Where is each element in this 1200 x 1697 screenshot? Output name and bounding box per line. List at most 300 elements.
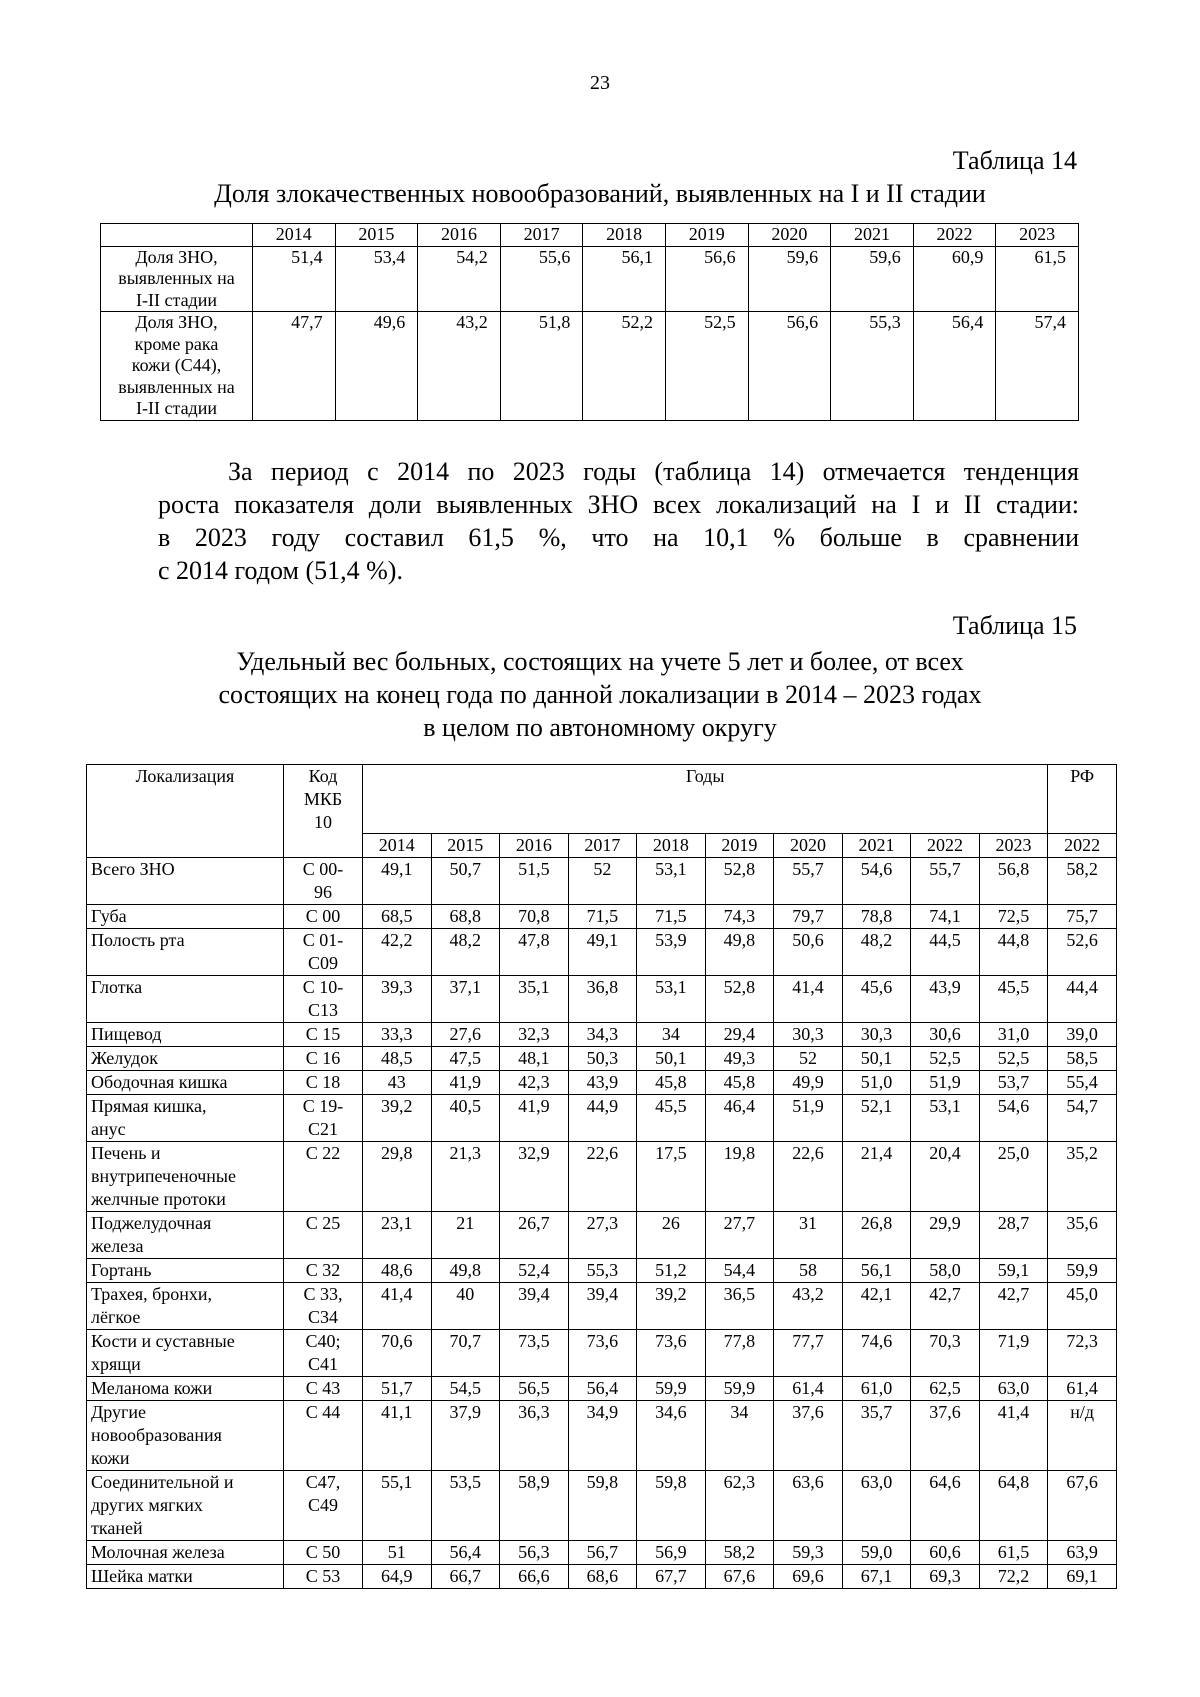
value-cell: 69,6 <box>774 1565 843 1589</box>
value-cell: 35,7 <box>842 1401 911 1471</box>
value-cell: 42,7 <box>911 1283 980 1330</box>
table15 <box>86 764 1117 1589</box>
table-row <box>101 246 1079 312</box>
cell-line: хрящи <box>91 1354 141 1374</box>
year-header-cell: 2016 <box>418 224 501 247</box>
value-cell: 37,1 <box>431 976 500 1023</box>
localization-cell <box>87 1377 284 1401</box>
value-cell: 29,8 <box>363 1142 432 1212</box>
value-cell: 63,0 <box>842 1471 911 1541</box>
value-cell: 58,9 <box>500 1471 569 1541</box>
cell-line: С 10- <box>302 977 344 997</box>
value-cell: 49,9 <box>774 1071 843 1095</box>
value-cell: 46,4 <box>705 1095 774 1142</box>
value-cell: 49,3 <box>705 1047 774 1071</box>
value-cell: 23,1 <box>363 1212 432 1259</box>
table14-corner-cell <box>101 224 253 247</box>
cell-line: С09 <box>307 953 338 973</box>
value-cell: 37,6 <box>911 1401 980 1471</box>
cell-line: Меланома кожи <box>91 1378 213 1398</box>
value-cell: 79,7 <box>774 905 843 929</box>
table-row <box>87 1471 1117 1541</box>
icd-code-cell <box>284 1565 363 1589</box>
value-cell: 58,2 <box>705 1541 774 1565</box>
cell-line: лёгкое <box>91 1307 141 1327</box>
cell-line: других мягких <box>91 1495 203 1515</box>
value-cell: 62,5 <box>911 1377 980 1401</box>
value-cell: 27,3 <box>568 1212 637 1259</box>
table-row <box>87 1541 1117 1565</box>
value-cell: 59,6 <box>748 246 831 312</box>
value-cell: 51,2 <box>637 1259 706 1283</box>
value-cell: 48,1 <box>500 1047 569 1071</box>
value-cell: 39,4 <box>500 1283 569 1330</box>
value-cell: 52,5 <box>665 312 748 421</box>
value-cell: 56,8 <box>979 858 1048 905</box>
table15-header-row <box>87 765 1117 834</box>
paragraph-line: с 2014 годом (51,4 %). <box>158 556 403 585</box>
cell-line: Гортань <box>91 1260 152 1280</box>
year-header-cell: 2015 <box>335 224 418 247</box>
icd-code-cell <box>284 1212 363 1259</box>
value-cell: 52,8 <box>705 858 774 905</box>
value-cell: 37,6 <box>774 1401 843 1471</box>
rf-value-cell: 35,6 <box>1048 1212 1117 1259</box>
value-cell: 22,6 <box>774 1142 843 1212</box>
value-cell: 74,1 <box>911 905 980 929</box>
value-cell: 53,9 <box>637 929 706 976</box>
paragraph-line: в 2023 году составил 61,5 %, что на 10,1 % больше в сравнении <box>158 523 1079 552</box>
value-cell: 53,1 <box>637 858 706 905</box>
value-cell: 58,0 <box>911 1259 980 1283</box>
table15-title-line2: состоящих на конец года по данной локализации в 2014 – 2023 годах <box>218 680 982 709</box>
value-cell: 21 <box>431 1212 500 1259</box>
year-header-cell: 2023 <box>996 224 1079 247</box>
value-cell: 48,2 <box>842 929 911 976</box>
value-cell: 54,6 <box>842 858 911 905</box>
year-header-cell: 2022 <box>913 224 996 247</box>
value-cell: 21,3 <box>431 1142 500 1212</box>
rf-value-cell: 58,2 <box>1048 858 1117 905</box>
value-cell: 43,2 <box>418 312 501 421</box>
value-cell: 52 <box>774 1047 843 1071</box>
value-cell: 25,0 <box>979 1142 1048 1212</box>
year-header-cell: 2019 <box>665 224 748 247</box>
value-cell: 20,4 <box>911 1142 980 1212</box>
rf-value-cell: 59,9 <box>1048 1259 1117 1283</box>
icd-code-cell <box>284 1330 363 1377</box>
value-cell: 72,2 <box>979 1565 1048 1589</box>
value-cell: 41,9 <box>500 1095 569 1142</box>
value-cell: 51,0 <box>842 1071 911 1095</box>
cell-line: Желудок <box>91 1048 158 1068</box>
value-cell: 53,5 <box>431 1471 500 1541</box>
table-row <box>101 312 1079 421</box>
localization-cell <box>87 1541 284 1565</box>
value-cell: 39,2 <box>363 1095 432 1142</box>
value-cell: 40 <box>431 1283 500 1330</box>
year-header-cell: 2017 <box>568 834 637 858</box>
localization-cell <box>87 1212 284 1259</box>
value-cell: 45,8 <box>637 1071 706 1095</box>
cell-line: С 16 <box>305 1048 341 1068</box>
cell-line: желчные протоки <box>91 1189 226 1209</box>
value-cell: 51,4 <box>253 246 336 312</box>
table-row <box>87 1142 1117 1212</box>
value-cell: 52,8 <box>705 976 774 1023</box>
icd-code-cell <box>284 1259 363 1283</box>
icd-code-cell <box>284 905 363 929</box>
year-header-cell: 2017 <box>500 224 583 247</box>
value-cell: 26,7 <box>500 1212 569 1259</box>
value-cell: 43,2 <box>774 1283 843 1330</box>
cell-line: С 33, <box>303 1284 343 1304</box>
table14-caption: Таблица 14 <box>952 146 1077 175</box>
value-cell: 32,3 <box>500 1023 569 1047</box>
value-cell: 51,8 <box>500 312 583 421</box>
year-header-cell: 2019 <box>705 834 774 858</box>
row-label-cell <box>101 312 253 421</box>
value-cell: 54,5 <box>431 1377 500 1401</box>
icd-code-cell <box>284 1142 363 1212</box>
cell-line: С 43 <box>305 1378 341 1398</box>
icd-code-cell <box>284 1047 363 1071</box>
value-cell: 50,7 <box>431 858 500 905</box>
cell-line: I-II стадии <box>136 289 217 310</box>
cell-line: кожи (С44), <box>131 355 222 375</box>
value-cell: 41,9 <box>431 1071 500 1095</box>
value-cell: 55,7 <box>774 858 843 905</box>
value-cell: 53,1 <box>637 976 706 1023</box>
cell-line: Всего ЗНО <box>91 859 175 879</box>
cell-line: внутрипеченочные <box>91 1166 237 1186</box>
value-cell: 28,7 <box>979 1212 1048 1259</box>
value-cell: 71,5 <box>637 905 706 929</box>
rf-value-cell: 72,3 <box>1048 1330 1117 1377</box>
cell-line: С 00 <box>305 906 341 926</box>
value-cell: 60,6 <box>911 1541 980 1565</box>
value-cell: 36,3 <box>500 1401 569 1471</box>
value-cell: 72,5 <box>979 905 1048 929</box>
value-cell: 36,5 <box>705 1283 774 1330</box>
rf-value-cell: 75,7 <box>1048 905 1117 929</box>
rf-value-cell: 54,7 <box>1048 1095 1117 1142</box>
rf-value-cell: 67,6 <box>1048 1471 1117 1541</box>
cell-line: С21 <box>307 1119 338 1139</box>
value-cell: 70,8 <box>500 905 569 929</box>
year-header-cell: 2021 <box>842 834 911 858</box>
rf-value-cell: 39,0 <box>1048 1023 1117 1047</box>
cell-line: тканей <box>91 1518 143 1538</box>
value-cell: 51,9 <box>774 1095 843 1142</box>
table-row <box>87 1401 1117 1471</box>
cell-line: С47, <box>305 1472 341 1492</box>
localization-cell <box>87 1047 284 1071</box>
table-row <box>87 1259 1117 1283</box>
value-cell: 58 <box>774 1259 843 1283</box>
cell-line: Кости и суставные <box>91 1331 235 1351</box>
value-cell: 29,9 <box>911 1212 980 1259</box>
cell-line: Ободочная кишка <box>91 1072 228 1092</box>
table15-title-line1: Удельный вес больных, состоящих на учете 5 лет и более, от всех <box>236 647 964 676</box>
value-cell: 40,5 <box>431 1095 500 1142</box>
cell-line: I-II стадии <box>136 398 217 418</box>
value-cell: 61,4 <box>774 1377 843 1401</box>
value-cell: 71,5 <box>568 905 637 929</box>
value-cell: 42,7 <box>979 1283 1048 1330</box>
value-cell: 68,6 <box>568 1565 637 1589</box>
year-header-cell: 2015 <box>431 834 500 858</box>
cell-line: 10 <box>314 812 332 832</box>
cell-line: Поджелудочная <box>91 1213 212 1233</box>
value-cell: 50,1 <box>842 1047 911 1071</box>
value-cell: 39,2 <box>637 1283 706 1330</box>
cell-line: 96 <box>314 882 332 902</box>
cell-line: С 32 <box>305 1260 341 1280</box>
value-cell: 26 <box>637 1212 706 1259</box>
value-cell: 63,6 <box>774 1471 843 1541</box>
year-header-cell: 2020 <box>774 834 843 858</box>
value-cell: 34,3 <box>568 1023 637 1047</box>
value-cell: 73,5 <box>500 1330 569 1377</box>
cell-line: Код <box>308 766 338 786</box>
value-cell: 52,4 <box>500 1259 569 1283</box>
cell-line: С 18 <box>305 1072 341 1092</box>
value-cell: 41,1 <box>363 1401 432 1471</box>
value-cell: 68,8 <box>431 905 500 929</box>
value-cell: 32,9 <box>500 1142 569 1212</box>
value-cell: 55,3 <box>831 312 914 421</box>
table-row <box>87 905 1117 929</box>
table-row <box>87 1330 1117 1377</box>
value-cell: 56,1 <box>583 246 666 312</box>
value-cell: 54,4 <box>705 1259 774 1283</box>
value-cell: 34 <box>705 1401 774 1471</box>
localization-cell <box>87 976 284 1023</box>
year-header-cell: 2018 <box>637 834 706 858</box>
value-cell: 34,6 <box>637 1401 706 1471</box>
value-cell: 47,8 <box>500 929 569 976</box>
value-cell: 33,3 <box>363 1023 432 1047</box>
paragraph-line: За период с 2014 по 2023 годы (таблица 14) отмечается тенденция <box>228 457 1079 486</box>
cell-line: Печень и <box>91 1143 161 1163</box>
cell-line: С 50 <box>305 1542 341 1562</box>
value-cell: 59,3 <box>774 1541 843 1565</box>
value-cell: 43 <box>363 1071 432 1095</box>
rf-value-cell: 35,2 <box>1048 1142 1117 1212</box>
value-cell: 67,1 <box>842 1565 911 1589</box>
year-header-cell: 2023 <box>979 834 1048 858</box>
value-cell: 19,8 <box>705 1142 774 1212</box>
paragraph-line: роста показателя доли выявленных ЗНО всех локализаций на I и II стадии: <box>158 490 1079 519</box>
value-cell: 45,8 <box>705 1071 774 1095</box>
table15-caption: Таблица 15 <box>952 611 1077 640</box>
value-cell: 30,3 <box>774 1023 843 1047</box>
value-cell: 70,6 <box>363 1330 432 1377</box>
localization-cell <box>87 1401 284 1471</box>
value-cell: 59,6 <box>831 246 914 312</box>
value-cell: 70,7 <box>431 1330 500 1377</box>
summary-paragraph <box>158 455 1079 587</box>
value-cell: 64,9 <box>363 1565 432 1589</box>
localization-cell <box>87 1071 284 1095</box>
rf-value-cell: 52,6 <box>1048 929 1117 976</box>
value-cell: 41,4 <box>774 976 843 1023</box>
value-cell: 70,3 <box>911 1330 980 1377</box>
icd-code-cell <box>284 1095 363 1142</box>
table14-title: Доля злокачественных новообразований, выявленных на I и II стадии <box>214 179 986 208</box>
value-cell: 55,3 <box>568 1259 637 1283</box>
localization-cell <box>87 1330 284 1377</box>
value-cell: 55,6 <box>500 246 583 312</box>
rf-year-header-cell: 2022 <box>1048 834 1117 858</box>
value-cell: 60,9 <box>913 246 996 312</box>
table-row <box>87 1071 1117 1095</box>
value-cell: 41,4 <box>979 1401 1048 1471</box>
localization-cell <box>87 1142 284 1212</box>
value-cell: 78,8 <box>842 905 911 929</box>
cell-line: С 53 <box>305 1566 341 1586</box>
value-cell: 56,1 <box>842 1259 911 1283</box>
value-cell: 49,8 <box>705 929 774 976</box>
value-cell: 51,7 <box>363 1377 432 1401</box>
rf-value-cell: 45,0 <box>1048 1283 1117 1330</box>
cell-line: С 00- <box>302 859 344 879</box>
value-cell: 55,1 <box>363 1471 432 1541</box>
localization-cell <box>87 929 284 976</box>
cell-line: выявленных на <box>118 268 235 288</box>
cell-line: С 19- <box>302 1096 344 1116</box>
value-cell: 43,9 <box>568 1071 637 1095</box>
cell-line: Шейка матки <box>91 1566 193 1586</box>
cell-line: С 01- <box>302 930 344 950</box>
cell-line: кроме рака <box>134 333 219 354</box>
cell-line: С 22 <box>305 1143 341 1163</box>
icd-code-cell <box>284 1471 363 1541</box>
value-cell: 71,9 <box>979 1330 1048 1377</box>
value-cell: 47,7 <box>253 312 336 421</box>
value-cell: 56,6 <box>665 246 748 312</box>
localization-cell <box>87 1565 284 1589</box>
value-cell: 35,1 <box>500 976 569 1023</box>
table-row <box>87 929 1117 976</box>
cell-line: С41 <box>307 1354 338 1374</box>
value-cell: 48,2 <box>431 929 500 976</box>
value-cell: 27,7 <box>705 1212 774 1259</box>
value-cell: 77,7 <box>774 1330 843 1377</box>
table-row <box>87 1212 1117 1259</box>
value-cell: 27,6 <box>431 1023 500 1047</box>
value-cell: 48,5 <box>363 1047 432 1071</box>
value-cell: 48,6 <box>363 1259 432 1283</box>
table15-title-line3: в целом по автономному округу <box>423 713 777 742</box>
value-cell: 44,5 <box>911 929 980 976</box>
icd-code-cell <box>284 1071 363 1095</box>
value-cell: 54,2 <box>418 246 501 312</box>
value-cell: 34 <box>637 1023 706 1047</box>
value-cell: 42,2 <box>363 929 432 976</box>
cell-line: Глотка <box>91 977 143 997</box>
value-cell: 31,0 <box>979 1023 1048 1047</box>
value-cell: 64,8 <box>979 1471 1048 1541</box>
value-cell: 47,5 <box>431 1047 500 1071</box>
value-cell: 74,3 <box>705 905 774 929</box>
value-cell: 55,7 <box>911 858 980 905</box>
value-cell: 30,3 <box>842 1023 911 1047</box>
value-cell: 64,6 <box>911 1471 980 1541</box>
year-header-cell: 2022 <box>911 834 980 858</box>
value-cell: 73,6 <box>637 1330 706 1377</box>
value-cell: 53,1 <box>911 1095 980 1142</box>
value-cell: 67,7 <box>637 1565 706 1589</box>
icd-code-cell <box>284 1401 363 1471</box>
value-cell: 69,3 <box>911 1565 980 1589</box>
localization-cell <box>87 1095 284 1142</box>
value-cell: 51,9 <box>911 1071 980 1095</box>
value-cell: 43,9 <box>911 976 980 1023</box>
value-cell: 59,8 <box>568 1471 637 1541</box>
cell-line: МКБ <box>303 789 343 809</box>
value-cell: 51,5 <box>500 858 569 905</box>
icd-code-cell <box>284 858 363 905</box>
cell-line: Полость рта <box>91 930 185 950</box>
year-header-cell: 2014 <box>253 224 336 247</box>
rf-value-cell: 58,5 <box>1048 1047 1117 1071</box>
value-cell: 50,3 <box>568 1047 637 1071</box>
value-cell: 54,6 <box>979 1095 1048 1142</box>
value-cell: 56,5 <box>500 1377 569 1401</box>
value-cell: 56,4 <box>431 1541 500 1565</box>
table-row <box>87 976 1117 1023</box>
row-label-cell <box>101 246 253 312</box>
value-cell: 66,6 <box>500 1565 569 1589</box>
value-cell: 34,9 <box>568 1401 637 1471</box>
value-cell: 50,6 <box>774 929 843 976</box>
value-cell: 52,5 <box>979 1047 1048 1071</box>
rf-value-cell: 63,9 <box>1048 1541 1117 1565</box>
table-row <box>87 1565 1117 1589</box>
cell-line: Трахея, бронхи, <box>91 1284 213 1304</box>
value-cell: 59,1 <box>979 1259 1048 1283</box>
value-cell: 52,5 <box>911 1047 980 1071</box>
value-cell: 17,5 <box>637 1142 706 1212</box>
table-row <box>87 1377 1117 1401</box>
cell-line: Молочная железа <box>91 1542 225 1562</box>
cell-line: Доля ЗНО, <box>135 312 218 332</box>
value-cell: 42,1 <box>842 1283 911 1330</box>
localization-cell <box>87 1283 284 1330</box>
cell-line: кожи <box>91 1448 130 1468</box>
value-cell: 56,6 <box>748 312 831 421</box>
table14-header-row <box>101 224 1079 247</box>
value-cell: 26,8 <box>842 1212 911 1259</box>
year-header-cell: 2018 <box>583 224 666 247</box>
value-cell: 52,2 <box>583 312 666 421</box>
year-header-cell: 2014 <box>363 834 432 858</box>
value-cell: 31 <box>774 1212 843 1259</box>
value-cell: 45,5 <box>979 976 1048 1023</box>
cell-line: анус <box>91 1119 126 1139</box>
value-cell: 77,8 <box>705 1330 774 1377</box>
value-cell: 49,6 <box>335 312 418 421</box>
value-cell: 63,0 <box>979 1377 1048 1401</box>
value-cell: 21,4 <box>842 1142 911 1212</box>
value-cell: 62,3 <box>705 1471 774 1541</box>
value-cell: 68,5 <box>363 905 432 929</box>
value-cell: 50,1 <box>637 1047 706 1071</box>
rf-value-cell: 61,4 <box>1048 1377 1117 1401</box>
value-cell: 52 <box>568 858 637 905</box>
